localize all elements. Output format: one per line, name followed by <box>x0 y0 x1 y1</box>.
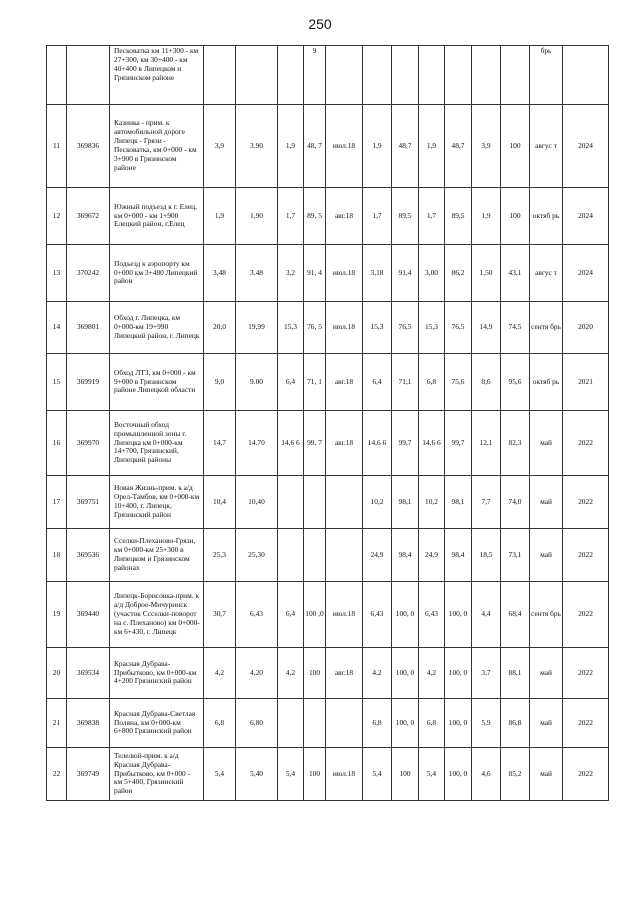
cell-accepted-length <box>419 46 445 105</box>
cell-accepted-percent: 89,5 <box>445 188 472 245</box>
cell-inspection-date: июл.18 <box>326 748 363 801</box>
cell-accepted-length: 6,8 <box>419 699 445 748</box>
cell-completion-year: 2022 <box>563 476 609 529</box>
cell-accepted-length: 14,6 6 <box>419 411 445 476</box>
cell-actual-length: 6,4 <box>363 354 392 411</box>
cell-accepted-percent: 98,4 <box>445 529 472 582</box>
cell-total-length: 6,8 <box>204 699 236 748</box>
table-row <box>47 476 609 529</box>
cell-actual-length: 15,3 <box>363 302 392 354</box>
cell-accepted-length: 15,3 <box>419 302 445 354</box>
cell-repaired-percent: 100 <box>501 188 530 245</box>
cell-accepted-percent: 99,7 <box>445 411 472 476</box>
cell-row-number: 12 <box>47 188 67 245</box>
cell-inspection-date: июл.18 <box>326 245 363 302</box>
cell-planned-percent: 91, 4 <box>304 245 326 302</box>
cell-repaired-percent <box>501 46 530 105</box>
cell-object-id: 369970 <box>67 411 110 476</box>
cell-road-name: Восточный обход промышленной зоны г. Липецка км 0+000-км 14+700, Грязинский, Липецкий районы <box>110 411 204 476</box>
cell-road-name: Обход ЛТЗ, км 0+000 - км 9+000 в Грязинском районе Липецкой области <box>110 354 204 411</box>
table-row <box>47 582 609 648</box>
cell-planned-length: 15,3 <box>278 302 304 354</box>
cell-repaired-percent: 100 <box>501 105 530 188</box>
cell-length-km: 5,40 <box>236 748 278 801</box>
cell-accepted-length: 5,4 <box>419 748 445 801</box>
cell-accepted-percent: 98,1 <box>445 476 472 529</box>
table-body <box>47 46 609 801</box>
cell-repaired-length: 4,4 <box>472 582 501 648</box>
cell-actual-length: 1,9 <box>363 105 392 188</box>
cell-accepted-length: 6,8 <box>419 354 445 411</box>
cell-planned-percent <box>304 529 326 582</box>
cell-actual-percent: 100 <box>392 748 419 801</box>
cell-accepted-percent: 75,6 <box>445 354 472 411</box>
cell-completion-year: 2022 <box>563 748 609 801</box>
cell-accepted-length: 3,00 <box>419 245 445 302</box>
cell-repaired-length: 3,9 <box>472 105 501 188</box>
cell-length-km: 6,43 <box>236 582 278 648</box>
cell-accepted-percent: 86,2 <box>445 245 472 302</box>
cell-repaired-percent: 82,3 <box>501 411 530 476</box>
cell-total-length: 25,3 <box>204 529 236 582</box>
cell-inspection-date: июл.18 <box>326 105 363 188</box>
table-row <box>47 245 609 302</box>
table-row <box>47 648 609 699</box>
cell-planned-percent <box>304 476 326 529</box>
cell-object-id: 369836 <box>67 105 110 188</box>
table-row <box>47 105 609 188</box>
cell-inspection-date <box>326 46 363 105</box>
cell-completion-year: 2024 <box>563 188 609 245</box>
cell-actual-percent: 98,1 <box>392 476 419 529</box>
cell-repaired-length: 12,1 <box>472 411 501 476</box>
cell-actual-length: 3,18 <box>363 245 392 302</box>
table-row <box>47 354 609 411</box>
cell-inspection-date <box>326 529 363 582</box>
cell-planned-percent <box>304 699 326 748</box>
cell-row-number: 21 <box>47 699 67 748</box>
cell-repaired-length: 4,6 <box>472 748 501 801</box>
cell-actual-percent: 100, 0 <box>392 582 419 648</box>
cell-accepted-percent <box>445 46 472 105</box>
cell-completion-year <box>563 46 609 105</box>
cell-row-number: 19 <box>47 582 67 648</box>
cell-repaired-percent: 88,1 <box>501 648 530 699</box>
cell-planned-percent: 100 ,0 <box>304 582 326 648</box>
cell-object-id: 369838 <box>67 699 110 748</box>
cell-repaired-percent: 68,4 <box>501 582 530 648</box>
cell-object-id: 369440 <box>67 582 110 648</box>
cell-completion-month: май <box>530 476 563 529</box>
cell-actual-percent: 91,4 <box>392 245 419 302</box>
cell-length-km: 3.48 <box>236 245 278 302</box>
table-row <box>47 529 609 582</box>
cell-accepted-length: 10,2 <box>419 476 445 529</box>
cell-actual-length: 1,7 <box>363 188 392 245</box>
cell-actual-percent: 100, 0 <box>392 648 419 699</box>
cell-length-km: 3.90 <box>236 105 278 188</box>
cell-actual-length: 24,9 <box>363 529 392 582</box>
cell-actual-length: 6,43 <box>363 582 392 648</box>
cell-total-length: 30,7 <box>204 582 236 648</box>
cell-total-length: 3,9 <box>204 105 236 188</box>
cell-actual-percent <box>392 46 419 105</box>
cell-row-number: 13 <box>47 245 67 302</box>
cell-actual-percent: 76,5 <box>392 302 419 354</box>
cell-repaired-percent: 85,2 <box>501 748 530 801</box>
cell-planned-percent: 99, 7 <box>304 411 326 476</box>
cell-inspection-date: авг.18 <box>326 648 363 699</box>
cell-inspection-date: июл.18 <box>326 582 363 648</box>
cell-object-id: 369801 <box>67 302 110 354</box>
cell-object-id: 369749 <box>67 748 110 801</box>
cell-total-length: 5,4 <box>204 748 236 801</box>
cell-planned-length: 4,2 <box>278 648 304 699</box>
cell-road-name: Красная Дубрава-Прибытково, км 0+000-км 4+200 Грязинский район <box>110 648 204 699</box>
cell-total-length: 1,9 <box>204 188 236 245</box>
cell-object-id: 369536 <box>67 529 110 582</box>
cell-planned-length <box>278 699 304 748</box>
table-row <box>47 46 609 105</box>
cell-planned-percent: 9 <box>304 46 326 105</box>
cell-road-name: Южный подъезд к г. Елец, км 0+000 - км 1+900 Елецкий район, г.Елец <box>110 188 204 245</box>
cell-planned-length: 6,4 <box>278 582 304 648</box>
cell-length-km: 4,20 <box>236 648 278 699</box>
table-row <box>47 302 609 354</box>
cell-length-km: 1,90 <box>236 188 278 245</box>
cell-planned-percent: 48, 7 <box>304 105 326 188</box>
cell-actual-length: 10,2 <box>363 476 392 529</box>
cell-repaired-percent: 43,1 <box>501 245 530 302</box>
cell-accepted-length: 6,43 <box>419 582 445 648</box>
table-row <box>47 748 609 801</box>
cell-repaired-length: 8,6 <box>472 354 501 411</box>
cell-total-length: 20,0 <box>204 302 236 354</box>
cell-road-name: Казинка - прим. к автомобильной дороге Липецк - Грязи - Песковатка, км 0+000 - км 3+900 в Грязинском районе <box>110 105 204 188</box>
cell-planned-length: 3,2 <box>278 245 304 302</box>
cell-planned-percent: 100 <box>304 648 326 699</box>
cell-total-length <box>204 46 236 105</box>
cell-completion-month: май <box>530 648 563 699</box>
cell-accepted-length: 1,7 <box>419 188 445 245</box>
cell-inspection-date <box>326 699 363 748</box>
cell-completion-year: 2022 <box>563 582 609 648</box>
cell-length-km <box>236 46 278 105</box>
table-row <box>47 411 609 476</box>
cell-actual-percent: 99,7 <box>392 411 419 476</box>
cell-road-name: Новая Жизнь-прим. к а/д Орел-Тамбов, км 0+000-км 10+400, г. Липецк, Грязинский район <box>110 476 204 529</box>
cell-actual-length: 6,8 <box>363 699 392 748</box>
cell-road-name: Подъезд к аэропорту км 0+000 км 3+480 Липецкий район <box>110 245 204 302</box>
cell-actual-percent: 98,4 <box>392 529 419 582</box>
cell-row-number: 11 <box>47 105 67 188</box>
cell-completion-month: май <box>530 748 563 801</box>
cell-row-number: 17 <box>47 476 67 529</box>
cell-road-name: Красная Дубрава-Светлая Поляна, км 0+000-км 6+800 Грязинский район <box>110 699 204 748</box>
cell-accepted-percent: 100, 0 <box>445 648 472 699</box>
cell-repaired-percent: 74,0 <box>501 476 530 529</box>
cell-actual-percent: 100, 0 <box>392 699 419 748</box>
cell-planned-length <box>278 529 304 582</box>
cell-road-name: Сселки-Плеханово-Грязи, км 0+000-км 25+300 в Липецком и Грязинском районах <box>110 529 204 582</box>
cell-road-name: Телелюй-прим. к а/д Красная Дубрава-Прибытково, км 0+000 - км 5+400, Грязинский район <box>110 748 204 801</box>
cell-completion-month: сентя брь <box>530 582 563 648</box>
cell-length-km: 14.70 <box>236 411 278 476</box>
cell-completion-month: май <box>530 529 563 582</box>
cell-length-km: 25,30 <box>236 529 278 582</box>
cell-object-id: 369672 <box>67 188 110 245</box>
cell-planned-length <box>278 46 304 105</box>
cell-planned-length: 6,4 <box>278 354 304 411</box>
cell-planned-length: 1,9 <box>278 105 304 188</box>
cell-planned-length: 1,7 <box>278 188 304 245</box>
cell-completion-year: 2024 <box>563 105 609 188</box>
cell-row-number: 16 <box>47 411 67 476</box>
cell-row-number: 14 <box>47 302 67 354</box>
cell-actual-percent: 89,5 <box>392 188 419 245</box>
cell-repaired-percent: 73,1 <box>501 529 530 582</box>
cell-repaired-length: 5,9 <box>472 699 501 748</box>
cell-accepted-percent: 100, 0 <box>445 582 472 648</box>
cell-planned-percent: 71, 1 <box>304 354 326 411</box>
cell-completion-year: 2021 <box>563 354 609 411</box>
cell-inspection-date <box>326 476 363 529</box>
cell-object-id <box>67 46 110 105</box>
cell-row-number: 18 <box>47 529 67 582</box>
cell-completion-month: май <box>530 411 563 476</box>
cell-actual-length <box>363 46 392 105</box>
cell-repaired-percent: 86,8 <box>501 699 530 748</box>
cell-total-length: 4,2 <box>204 648 236 699</box>
cell-repaired-percent: 95,6 <box>501 354 530 411</box>
cell-road-name: Обход г. Липецка, км 0+000-км 19+990 Липецкий район, г. Липецк <box>110 302 204 354</box>
cell-planned-length: 14,6 6 <box>278 411 304 476</box>
cell-repaired-length: 3,7 <box>472 648 501 699</box>
cell-repaired-length: 1,50 <box>472 245 501 302</box>
cell-accepted-percent: 100, 0 <box>445 748 472 801</box>
cell-length-km: 6,80 <box>236 699 278 748</box>
cell-completion-year: 2024 <box>563 245 609 302</box>
cell-accepted-percent: 76,5 <box>445 302 472 354</box>
cell-row-number <box>47 46 67 105</box>
cell-completion-year: 2022 <box>563 529 609 582</box>
cell-completion-month: октяб рь <box>530 188 563 245</box>
cell-object-id: 369751 <box>67 476 110 529</box>
cell-completion-month: сентя брь <box>530 302 563 354</box>
cell-actual-percent: 48,7 <box>392 105 419 188</box>
cell-planned-percent: 89, 5 <box>304 188 326 245</box>
cell-length-km: 10,40 <box>236 476 278 529</box>
cell-completion-month: авгус т <box>530 245 563 302</box>
road-register-table <box>46 45 609 801</box>
cell-inspection-date: июл.18 <box>326 302 363 354</box>
cell-completion-month: брь <box>530 46 563 105</box>
cell-accepted-length: 1,9 <box>419 105 445 188</box>
cell-repaired-percent: 74,5 <box>501 302 530 354</box>
cell-repaired-length <box>472 46 501 105</box>
cell-completion-year: 2022 <box>563 648 609 699</box>
cell-planned-percent: 100 <box>304 748 326 801</box>
cell-object-id: 369919 <box>67 354 110 411</box>
cell-accepted-percent: 100, 0 <box>445 699 472 748</box>
table-row <box>47 188 609 245</box>
cell-completion-month: май <box>530 699 563 748</box>
cell-completion-year: 2020 <box>563 302 609 354</box>
cell-object-id: 369534 <box>67 648 110 699</box>
cell-accepted-length: 24,9 <box>419 529 445 582</box>
cell-object-id: 370242 <box>67 245 110 302</box>
cell-length-km: 9.00 <box>236 354 278 411</box>
cell-repaired-length: 14,9 <box>472 302 501 354</box>
cell-actual-percent: 71,1 <box>392 354 419 411</box>
cell-completion-month: октяб рь <box>530 354 563 411</box>
cell-total-length: 3,48 <box>204 245 236 302</box>
cell-row-number: 22 <box>47 748 67 801</box>
cell-road-name: Липецк-Борисовка-прим. к а/д Доброе-Мичуринск (участок Ссселки-поворот на с. Плеханово) км 0+000-км 6+430, г. Липецк <box>110 582 204 648</box>
cell-inspection-date: авг.18 <box>326 411 363 476</box>
cell-total-length: 14,7 <box>204 411 236 476</box>
cell-actual-length: 14,6 6 <box>363 411 392 476</box>
cell-repaired-length: 7,7 <box>472 476 501 529</box>
cell-row-number: 15 <box>47 354 67 411</box>
cell-road-name: Песковатка км 11+300 - км 27+300, км 30+400 - км 40+400 в Липецком и Грязинском районе <box>110 46 204 105</box>
cell-repaired-length: 18,5 <box>472 529 501 582</box>
cell-row-number: 20 <box>47 648 67 699</box>
cell-completion-month: авгус т <box>530 105 563 188</box>
cell-actual-length: 5,4 <box>363 748 392 801</box>
cell-completion-year: 2022 <box>563 411 609 476</box>
table-row <box>47 699 609 748</box>
cell-completion-year: 2022 <box>563 699 609 748</box>
cell-length-km: 19,99 <box>236 302 278 354</box>
cell-inspection-date: авг.18 <box>326 188 363 245</box>
cell-planned-length: 5,4 <box>278 748 304 801</box>
cell-total-length: 10,4 <box>204 476 236 529</box>
cell-planned-length <box>278 476 304 529</box>
cell-planned-percent: 76, 5 <box>304 302 326 354</box>
cell-inspection-date: авг.18 <box>326 354 363 411</box>
cell-actual-length: 4,2 <box>363 648 392 699</box>
cell-accepted-length: 4,2 <box>419 648 445 699</box>
cell-total-length: 9,0 <box>204 354 236 411</box>
cell-accepted-percent: 48,7 <box>445 105 472 188</box>
page-number: 250 <box>308 16 332 32</box>
cell-repaired-length: 1,9 <box>472 188 501 245</box>
